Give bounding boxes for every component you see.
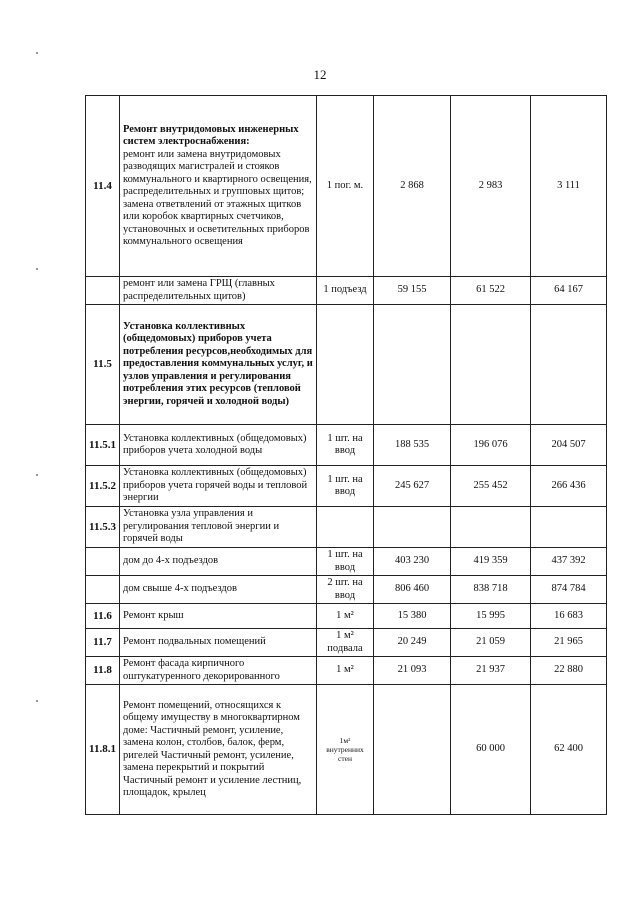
- table-body: [86, 96, 607, 815]
- row-value-2: 15 995: [451, 604, 531, 629]
- row-text: Установка узла управления и регулирования тепловой энергии и горячей воды: [123, 508, 280, 545]
- row-value-2: 21 059: [451, 629, 531, 657]
- row-value-2: 196 076: [451, 425, 531, 466]
- row-value-3: 437 392: [531, 548, 607, 576]
- row-number: 11.7: [86, 629, 120, 657]
- row-number: 11.5: [86, 305, 120, 425]
- row-value-2: 21 937: [451, 657, 531, 685]
- row-unit: 1 шт. на ввод: [317, 425, 374, 466]
- row-value-1: 59 155: [374, 277, 451, 305]
- row-value-3: 204 507: [531, 425, 607, 466]
- row-value-3: 22 880: [531, 657, 607, 685]
- row-unit: [317, 507, 374, 548]
- row-description: [120, 507, 317, 548]
- scan-speck: [36, 474, 38, 476]
- row-number: 11.8: [86, 657, 120, 685]
- row-number: 11.5.3: [86, 507, 120, 548]
- row-title: Установка коллективных (общедомовых) приборов учета потребления ресурсов,необходимых для предоставления коммунальных услуг, и узлов управления и регулирования потребления этих ресурсов (тепловой энергии, горячей и холодной воды): [123, 320, 313, 407]
- row-unit: 1 шт. на ввод: [317, 466, 374, 507]
- row-value-1: 806 460: [374, 576, 451, 604]
- row-value-3: 874 784: [531, 576, 607, 604]
- row-title: Ремонт внутридомовых инженерных систем электроснабжения: [123, 123, 299, 147]
- row-value-1: 21 093: [374, 657, 451, 685]
- row-text: Ремонт крыш: [123, 609, 184, 621]
- table-row: [86, 277, 607, 305]
- row-text: Ремонт фасада кирпичного оштукатуренного декорированного: [123, 658, 280, 682]
- table-row: [86, 466, 607, 507]
- row-value-3: 21 965: [531, 629, 607, 657]
- scan-speck: [36, 700, 38, 702]
- row-description: [120, 277, 317, 305]
- row-description: [120, 466, 317, 507]
- row-value-2: 255 452: [451, 466, 531, 507]
- row-description: [120, 629, 317, 657]
- row-value-1: 403 230: [374, 548, 451, 576]
- row-unit: 1 подъезд: [317, 277, 374, 305]
- row-text: ремонт или замена ГРЩ (главных распределительных щитов): [123, 278, 275, 302]
- row-description: [120, 305, 317, 425]
- table-row: [86, 657, 607, 685]
- row-value-2: 60 000: [451, 685, 531, 815]
- row-unit: 2 шт. на ввод: [317, 576, 374, 604]
- row-unit: 1 м² подвала: [317, 629, 374, 657]
- row-value-3: 64 167: [531, 277, 607, 305]
- row-value-2: 838 718: [451, 576, 531, 604]
- row-description: [120, 657, 317, 685]
- row-value-1: 188 535: [374, 425, 451, 466]
- row-value-3: [531, 305, 607, 425]
- row-description: [120, 685, 317, 815]
- row-text: Ремонт подвальных помещений: [123, 636, 266, 648]
- table-row: [86, 629, 607, 657]
- rates-table: [85, 95, 607, 815]
- row-value-1: 15 380: [374, 604, 451, 629]
- table-row: [86, 604, 607, 629]
- row-number: 11.5.1: [86, 425, 120, 466]
- page-number: 12: [313, 67, 327, 82]
- table-row: [86, 548, 607, 576]
- row-text: Установка коллективных (общедомовых) приборов учета горячей воды и тепловой энергии: [123, 467, 308, 504]
- row-value-2: 61 522: [451, 277, 531, 305]
- row-value-2: 2 983: [451, 96, 531, 277]
- row-value-3: 16 683: [531, 604, 607, 629]
- row-unit: 1 пог. м.: [317, 96, 374, 277]
- row-unit: 1 м²: [317, 657, 374, 685]
- row-text: дом до 4-х подъездов: [123, 555, 219, 567]
- row-number: 11.4: [86, 96, 120, 277]
- row-number: [86, 548, 120, 576]
- row-description: [120, 604, 317, 629]
- row-unit: 1м² внутренних стен: [317, 685, 374, 815]
- table-row: [86, 576, 607, 604]
- row-value-3: 3 111: [531, 96, 607, 277]
- row-description: [120, 425, 317, 466]
- row-value-3: [531, 507, 607, 548]
- table-row: [86, 425, 607, 466]
- table-row: [86, 507, 607, 548]
- row-text: ремонт или замена внутридомовых разводящих магистралей и стояков коммунального и квартирного освещения, распределительных и групповых щитов; замена ответвлений от этажных щитков или коробок квартирных счетчиков, установочных и осветительных приборов коммунального освещения: [123, 148, 312, 247]
- row-value-2: [451, 305, 531, 425]
- row-value-1: [374, 685, 451, 815]
- table-row: [86, 96, 607, 277]
- row-number: 11.6: [86, 604, 120, 629]
- scan-speck: [36, 52, 38, 54]
- row-number: 11.8.1: [86, 685, 120, 815]
- row-value-1: [374, 507, 451, 548]
- row-description: [120, 548, 317, 576]
- row-text: Ремонт помещений, относящихся к общему имуществу в многоквартирном доме: Частичный ремонт, усиление, замена колон, столбов, балок, ферм, ригелей Частичный ремонт, усиление, замена перекрытий и покрытий Частичный ремонт и усиление лестниц, площадок, крылец: [123, 699, 302, 798]
- row-unit: 1 шт. на ввод: [317, 548, 374, 576]
- row-value-1: 2 868: [374, 96, 451, 277]
- row-value-2: [451, 507, 531, 548]
- row-text: Установка коллективных (общедомовых) приборов учета холодной воды: [123, 432, 307, 456]
- row-text: дом свыше 4-х подъездов: [123, 583, 237, 595]
- row-number: [86, 277, 120, 305]
- row-value-1: [374, 305, 451, 425]
- row-value-1: 20 249: [374, 629, 451, 657]
- table-row: [86, 685, 607, 815]
- row-unit: 1 м²: [317, 604, 374, 629]
- row-value-2: 419 359: [451, 548, 531, 576]
- table-row: [86, 305, 607, 425]
- row-description: Ремонт внутридомовых инженерных систем электроснабжения: ремонт или замена внутридомовых разводящих магистралей и стояков коммунального и квартирного освещения, распределительных и групповых щитов; замена ответвлений от этажных щитков или коробок квартирных счетчиков, установочных и осветительных приборов коммунального освещения: [120, 96, 317, 277]
- row-value-1: 245 627: [374, 466, 451, 507]
- row-description: [120, 576, 317, 604]
- row-number: 11.5.2: [86, 466, 120, 507]
- scan-speck: [36, 268, 38, 270]
- row-number: [86, 576, 120, 604]
- row-value-3: 266 436: [531, 466, 607, 507]
- row-unit: [317, 305, 374, 425]
- row-value-3: 62 400: [531, 685, 607, 815]
